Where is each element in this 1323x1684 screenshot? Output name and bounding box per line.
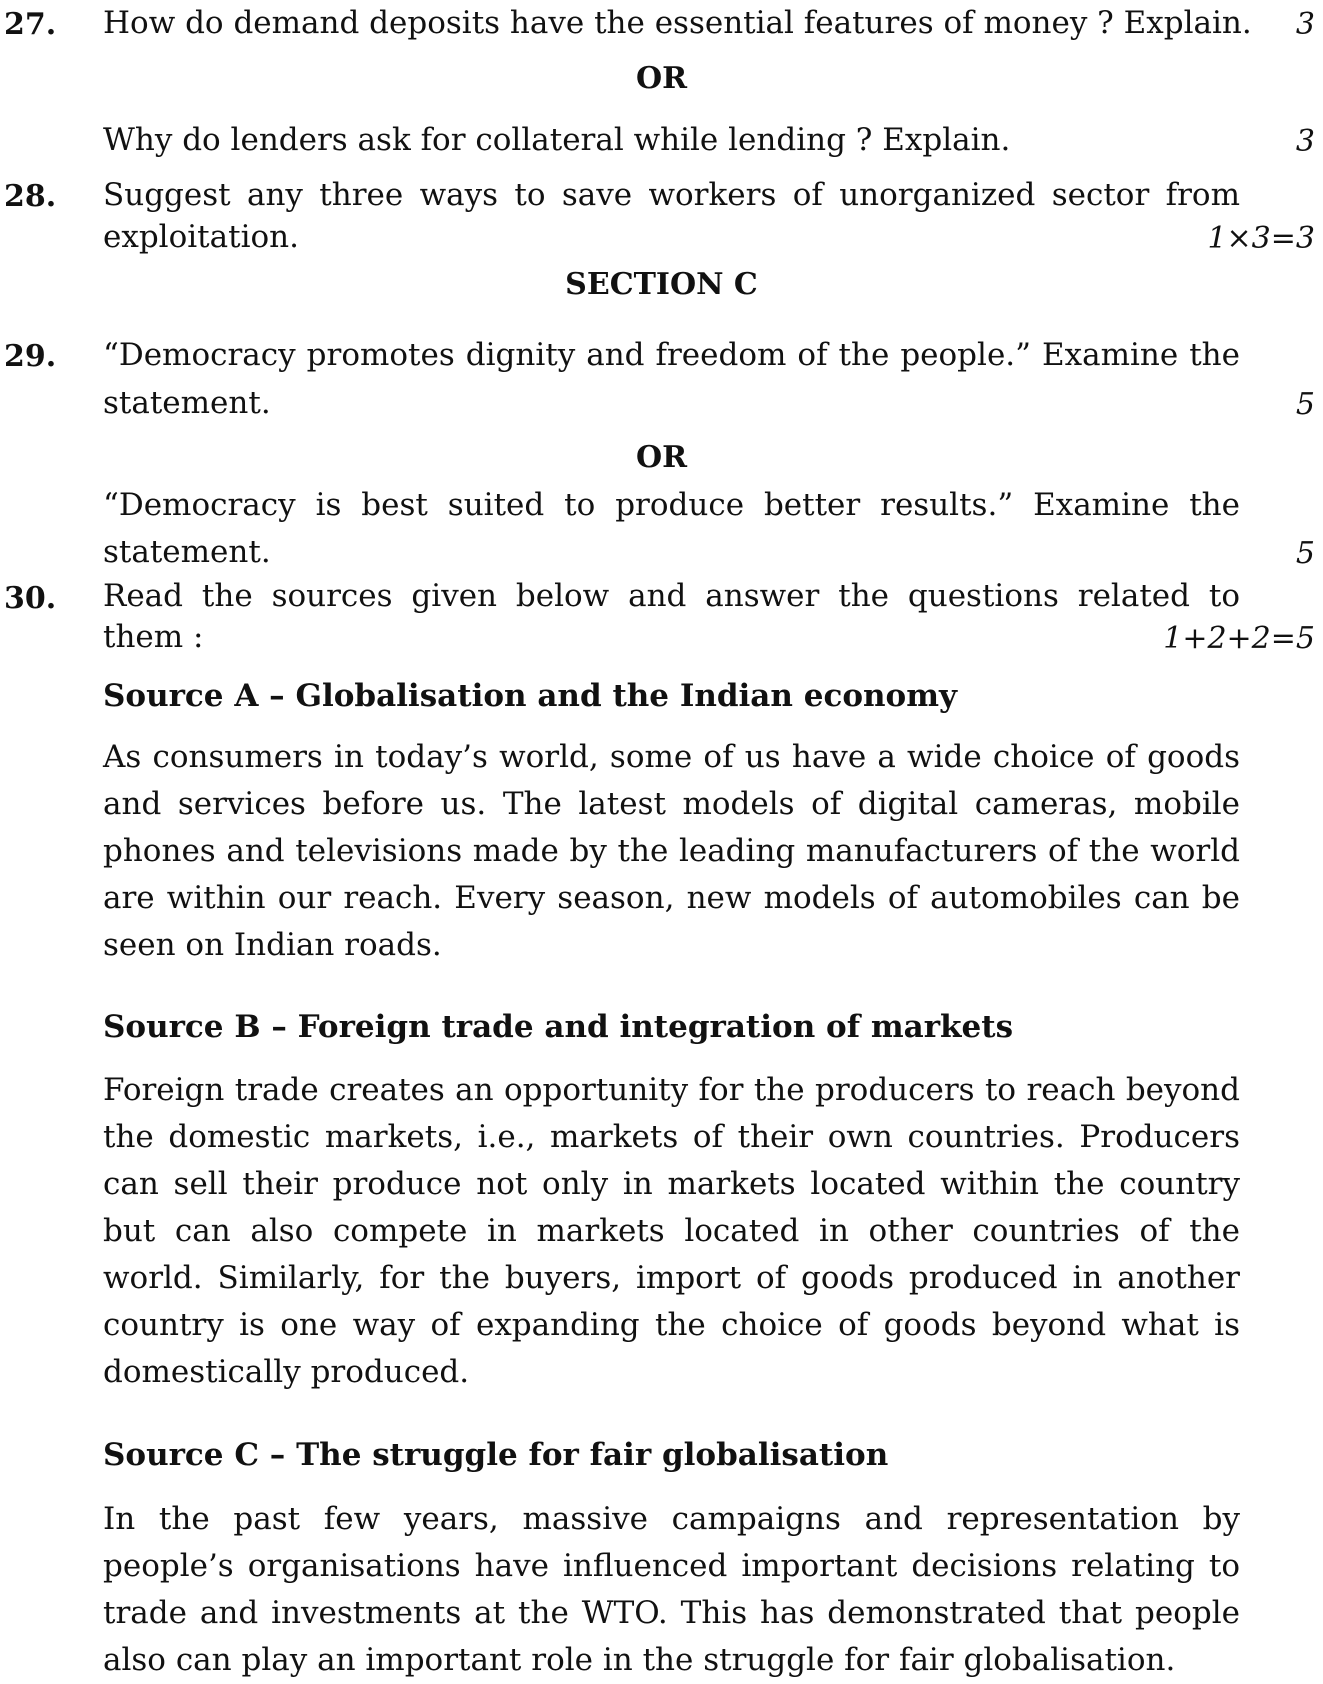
question-27-alt-marks: 3: [1295, 124, 1315, 159]
source-a-text: As consumers in today’s world, some of us have a wide choice of goods and services before us. The latest models of digital cameras, mobile phones and televisions made by the leading manufacturers of the world are within our reach. Every season, new models of automobiles can be seen on Indian roads.: [103, 739, 1240, 963]
question-30-line-1: Read the sources given below and answer the questions related to: [103, 578, 1240, 614]
question-29-marks: 5: [1295, 387, 1315, 422]
question-number-30: 30.: [4, 581, 57, 616]
question-28-line-2: exploitation.: [103, 219, 299, 255]
question-27-text: How do demand deposits have the essential features of money ? Explain.: [103, 5, 1252, 41]
question-30-marks: 1+2+2=5: [1163, 621, 1315, 656]
question-number-27: 27.: [4, 7, 57, 42]
question-29-alt-line-2: statement.: [103, 534, 271, 570]
source-b-text: Foreign trade creates an opportunity for the producers to reach beyond the domestic markets, i.e., markets of their own countries. Producers can sell their produce not only in markets located within the country but can also compete in markets located in other countries of the world. Similarly, for the buyers, import of goods produced in another country is one way of expanding the choice of goods beyond what is domestically produced.: [103, 1072, 1240, 1390]
source-a-title: Source A – Globalisation and the Indian economy: [103, 678, 958, 714]
source-b-title: Source B – Foreign trade and integration of markets: [103, 1009, 1014, 1045]
question-29-line-2: statement.: [103, 385, 271, 421]
question-30-line-2: them :: [103, 619, 204, 655]
question-27-alt-text: Why do lenders ask for collateral while lending ? Explain.: [103, 122, 1011, 158]
question-29-or: OR: [635, 440, 688, 475]
question-27-marks: 3: [1295, 7, 1315, 42]
question-number-29: 29.: [4, 339, 57, 374]
question-28-marks: 1×3=3: [1207, 221, 1315, 256]
question-29-line-1: “Democracy promotes dignity and freedom of the people.” Examine the: [103, 337, 1240, 373]
question-27-or: OR: [635, 61, 688, 96]
question-number-28: 28.: [4, 179, 57, 214]
source-c-title: Source C – The struggle for fair globalisation: [103, 1437, 889, 1473]
question-29-alt-line-1: “Democracy is best suited to produce better results.” Examine the: [103, 487, 1240, 523]
question-28-line-1: Suggest any three ways to save workers of unorganized sector from: [103, 177, 1240, 213]
section-heading: SECTION C: [565, 267, 758, 302]
source-c-text: In the past few years, massive campaigns and representation by people’s organisations have influenced important decisions relating to trade and investments at the WTO. This has demonstrated that people also can play an important role in the struggle for fair globalisation.: [103, 1501, 1240, 1678]
question-29-alt-marks: 5: [1295, 536, 1315, 571]
